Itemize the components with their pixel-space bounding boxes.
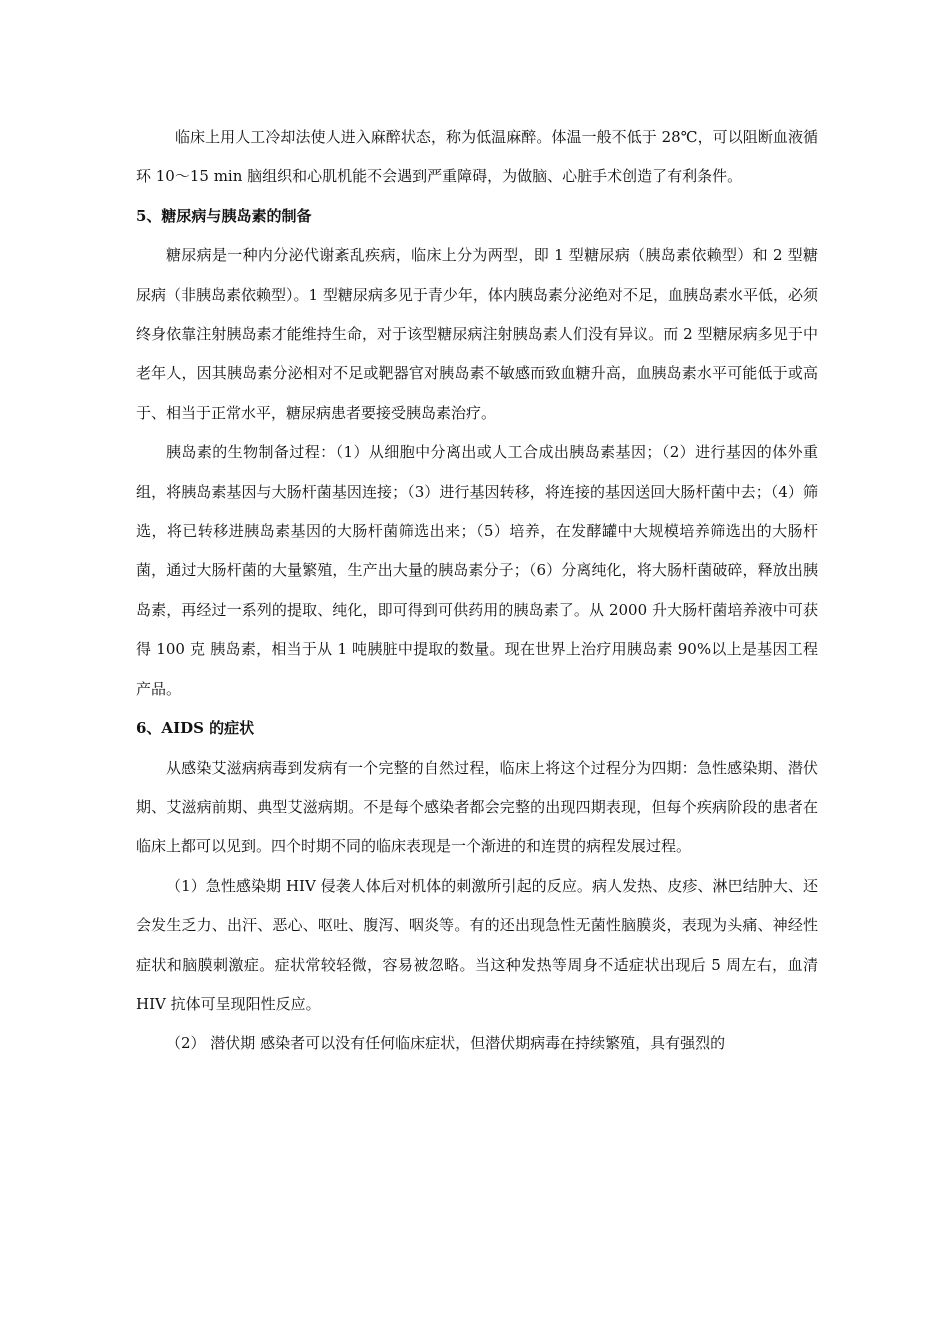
- paragraph-aids-stages: 从感染艾滋病病毒到发病有一个完整的自然过程，临床上将这个过程分为四期：急性感染期、潜伏期、艾滋病前期、典型艾滋病期。不是每个感染者都会完整的出现四期表现，但每个疾病阶段的患者在临床上都可以见到。四个时期不同的临床表现是一个渐进的和连贯的病程发展过程。: [136, 758, 818, 856]
- heading-aids-symptoms: 6、AIDS 的症状: [136, 719, 255, 738]
- paragraph-diabetes-types: 糖尿病是一种内分泌代谢紊乱疾病，临床上分为两型，即 1 型糖尿病（胰岛素依赖型）和 2 型糖尿病（非胰岛素依赖型）。1 型糖尿病多见于青少年，体内胰岛素分泌绝对不足，血胰岛素水平低，必须终身依靠注射胰岛素才能维持生命，对于该型糖尿病注射胰岛素人们没有异议。而 2 型糖尿病多见于中老年人，因其胰岛素分泌相对不足或靶器官对胰岛素不敏感而致血糖升高，血胰岛素水平可能低于或高于、相当于正常水平，糖尿病患者要接受胰岛素治疗。: [136, 246, 818, 422]
- paragraph-latent-period: （2） 潜伏期 感染者可以没有任何临床症状，但潜伏期病毒在持续繁殖，具有强烈的: [166, 1034, 726, 1053]
- document-body: [136, 118, 818, 1064]
- paragraph-hypothermia-anesthesia: 临床上用人工冷却法使人进入麻醉状态，称为低温麻醉。体温一般不低于 28℃，可以阻断血液循环 10～15 min 脑组织和心肌机能不会遇到严重障碍，为做脑、心脏手术创造了有利条件。: [136, 128, 818, 186]
- heading-diabetes-insulin: 5、糖尿病与胰岛素的制备: [136, 206, 312, 225]
- paragraph-insulin-production: 胰岛素的生物制备过程：（1）从细胞中分离出或人工合成出胰岛素基因；（2）进行基因的体外重组，将胰岛素基因与大肠杆菌基因连接；（3）进行基因转移，将连接的基因送回大肠杆菌中去；（4）筛选，将已转移进胰岛素基因的大肠杆菌筛选出来；（5）培养，在发酵罐中大规模培养筛选出的大肠杆菌，通过大肠杆菌的大量繁殖，生产出大量的胰岛素分子；（6）分离纯化，将大肠杆菌破碎，释放出胰岛素，再经过一系列的提取、纯化，即可得到可供药用的胰岛素了。从 2000 升大肠杆菌培养液中可获得 100 克 胰岛素，相当于从 1 吨胰脏中提取的数量。现在世界上治疗用胰岛素 90%以上是基因工程产品。: [136, 443, 818, 698]
- paragraph-acute-infection: （1）急性感染期 HIV 侵袭人体后对机体的刺激所引起的反应。病人发热、皮疹、淋巴结肿大、还会发生乏力、出汗、恶心、呕吐、腹泻、咽炎等。有的还出现急性无菌性脑膜炎，表现为头痛、神经性症状和脑膜刺激症。症状常较轻微，容易被忽略。当这种发热等周身不适症状出现后 5 周左右，血清 HIV 抗体可呈现阳性反应。: [136, 876, 818, 1013]
